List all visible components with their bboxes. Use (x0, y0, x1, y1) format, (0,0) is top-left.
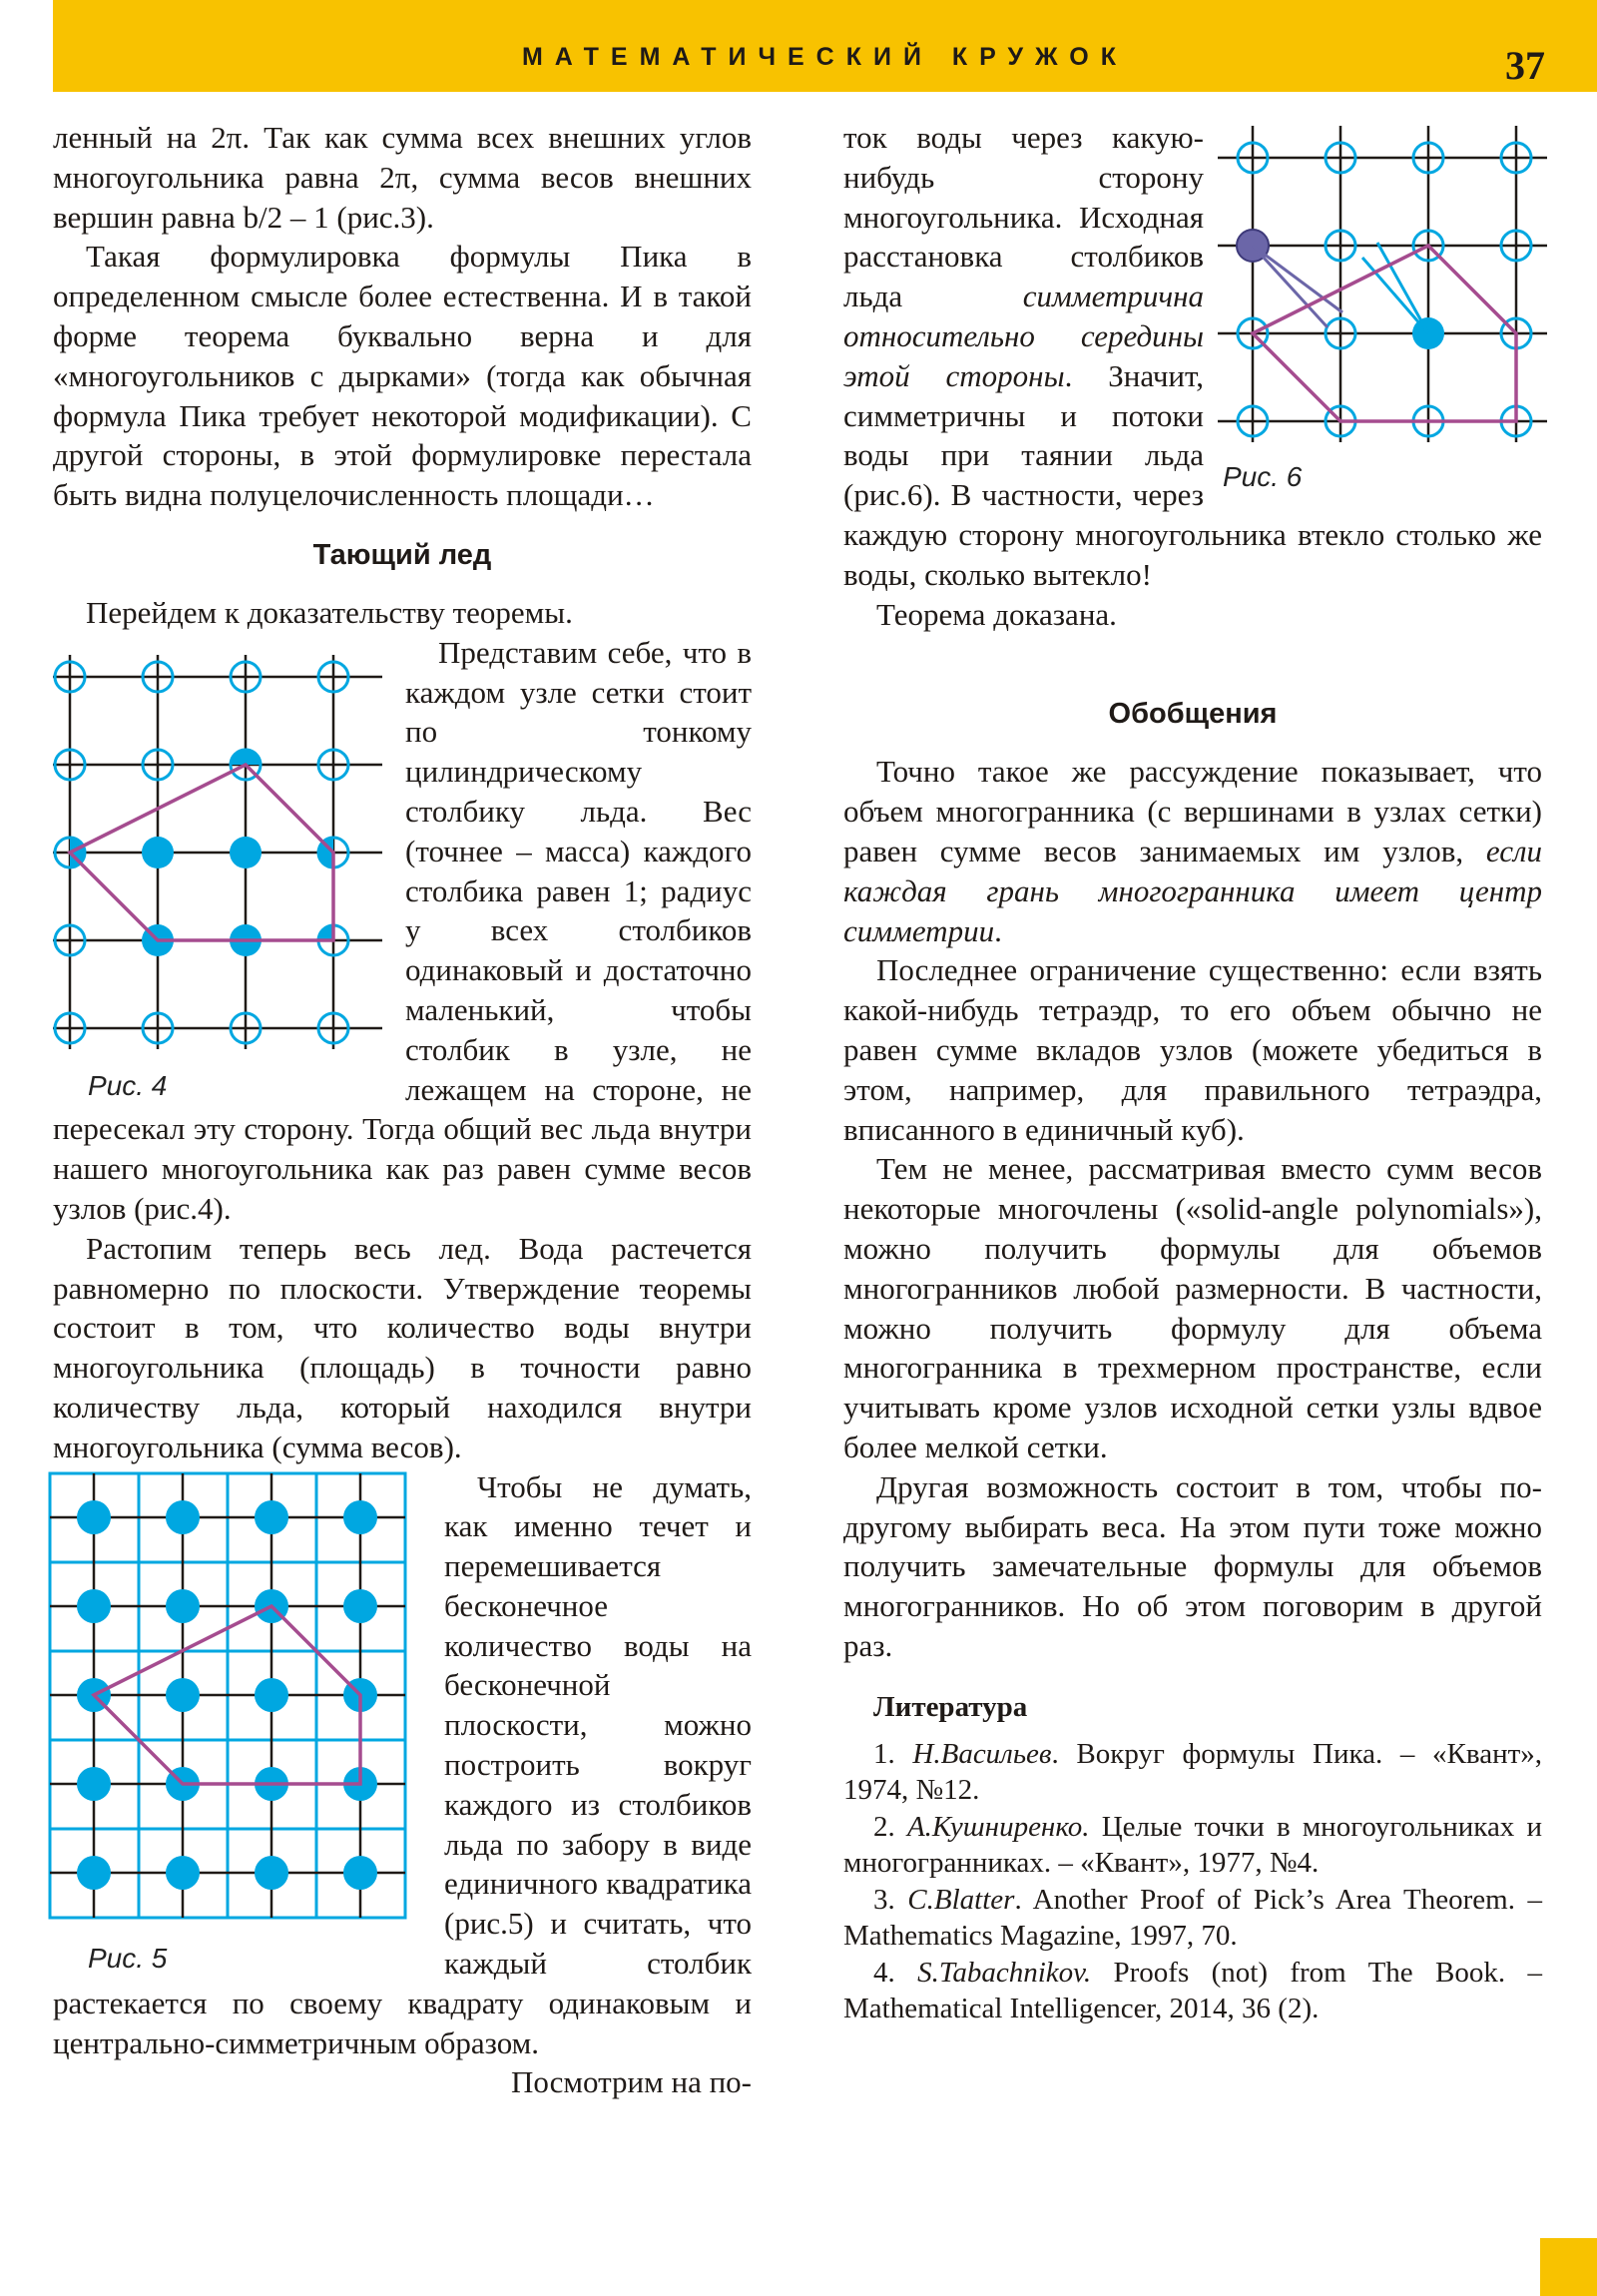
reference-author: S.Tabachnikov. (917, 1956, 1092, 1989)
figure-6-grid (1218, 118, 1547, 447)
literature-heading: Литература (873, 1690, 1028, 1723)
right-column (843, 118, 1542, 2027)
paragraph: ленный на 2π. Так как сумма всех внешних углов многоугольника равна 2π, сумма весов внешних вершин равна b/2 – 1 (рис.3). (53, 120, 752, 235)
paragraph: Последнее ограничение существенно: если взять какой-нибудь тетраэдр, то его объем обычно не равен сумме вкладов узлов (можете убедиться в этом, например, для правильного тетраэдра, вписанного в единичный куб). (843, 952, 1542, 1147)
reference-number: 1. (873, 1737, 913, 1770)
figure-4 (53, 635, 397, 1109)
paragraph: Теорема доказана. (876, 596, 1117, 632)
reference-text: . Вокруг формулы Пика. – «Квант», 1974, №12. (843, 1737, 1543, 1807)
reference-author: C.Blatter (907, 1883, 1015, 1916)
reference-text: Целые точки в многоугольниках и многогранниках. – «Квант», 1977, №4. (843, 1810, 1543, 1880)
paragraph (843, 118, 1542, 595)
paragraph: Посмотрим на по- (510, 2064, 752, 2100)
reference-item (843, 1955, 1542, 2027)
paragraph-text: ток воды через какую-нибудь сторону многоугольника. Исходная расстановка столбиков льда (843, 120, 1204, 314)
figure-5 (48, 1471, 432, 1981)
figure-5-grid (48, 1471, 422, 1931)
paragraph (53, 633, 752, 1229)
reference-author: А.Кушниренко. (906, 1810, 1090, 1843)
paragraph: Тем не менее, рассматривая вместо сумм весов некоторые многочлены («solid-angle polynomials»), можно получить формулы для объемов многогранников любой размерности. В частности, можно получить формулу для объема многогранника в трехмерном пространстве, если учитывать кроме узлов исходной сетки узлы вдвое более мелкой сетки. (843, 1151, 1542, 1464)
paragraph: Такая формулировка формулы Пика в определенном смысле более естественна. И в такой форме теорема буквально верна и для «многоугольников с дырками» (тогда как обычная формула Пика требует некоторой модификации). С другой стороны, в этой формулировке перестала быть видна полуцелочисленность площади… (53, 239, 752, 513)
reference-text: . Another Proof of Pick’s Area Theorem. – Mathematics Magazine, 1997, 70. (843, 1883, 1543, 1953)
figure-4-caption: Рис. 4 (88, 1069, 168, 1101)
paragraph-text: . Значит, симметричны и потоки воды при таянии льда (рис.6). В частности, через каждую сторону многоугольника втекло столько же воды, сколько вытекло! (843, 357, 1542, 592)
reference-text: Proofs (not) from The Book. – Mathematical Intelligencer, 2014, 36 (2). (843, 1956, 1542, 2025)
figure-6-caption: Рис. 6 (1223, 461, 1303, 492)
paragraph-text: Представим себе, что в каждом узле сетки стоит по тонкому цилиндрическому столбику льда. Вес (точнее – масса) каждого столбика равен 1; радиус у всех столбиков одинаковый и достаточно маленький, чтобы столбик в узле, не лежащем на стороне, не пересекал эту сторону. Тогда общий вес льда внутри нашего многоугольника как раз равен сумме весов узлов (рис.4). (53, 634, 752, 1226)
journal-section-title: МАТЕМАТИЧЕСКИЙ КРУЖОК (521, 43, 1129, 71)
reference-number: 4. (873, 1956, 918, 1989)
paragraph (53, 1467, 752, 2063)
left-column (53, 118, 752, 2102)
reference-item (843, 1736, 1542, 1809)
page-corner-mark (1540, 2238, 1597, 2296)
paragraph: Растопим теперь весь лед. Вода растечется равномерно по плоскости. Утверждение теоремы состоит в том, что количество воды внутри многоугольника (площадь) в точности равно количеству льда, который находился внутри многоугольника (сумма весов). (53, 1230, 752, 1464)
reference-number: 3. (873, 1883, 908, 1916)
paragraph-text: . (994, 912, 1002, 948)
section-heading: Тающий лед (312, 538, 492, 571)
figure-4-grid (53, 635, 392, 1054)
reference-item (843, 1809, 1542, 1882)
paragraph-emphasis: если каждая грань многогранника имеет центр симметрии (843, 833, 1542, 948)
figure-6 (1218, 118, 1547, 502)
paragraph-text: Точно такое же рассуждение показывает, что объем многогранника (с вершинами в узлах сетки) равен сумме весов занимаемых им узлов, (843, 754, 1542, 868)
paragraph-text: Чтобы не думать, как именно течет и перемешивается бесконечное количество воды на бесконечной плоскости, можно построить вокруг каждого из столбиков льда по забору в виде единичного квадратика (рис.5) и считать, что каждый столбик растекается по своему квадрату одинаковым и центрально-симметричным образом. (53, 1468, 752, 2060)
section-heading: Обобщения (1108, 698, 1278, 731)
page-number: 37 (1505, 43, 1545, 88)
paragraph (843, 752, 1542, 950)
paragraph-emphasis: симметрична относительно середины этой стороны (843, 279, 1204, 393)
paragraph: Перейдем к доказательству теоремы. (86, 594, 573, 630)
reference-item (843, 1882, 1542, 1955)
reference-author: Н.Васильев (912, 1737, 1052, 1770)
header-bar (53, 0, 1597, 92)
figure-5-caption: Рис. 5 (88, 1942, 168, 1974)
paragraph: Другая возможность состоит в том, чтобы по-другому выбирать веса. На этом пути тоже можно получить замечательные формулы для объемов многогранников. Но об этом поговорим в другой раз. (843, 1468, 1542, 1663)
reference-number: 2. (873, 1810, 907, 1843)
